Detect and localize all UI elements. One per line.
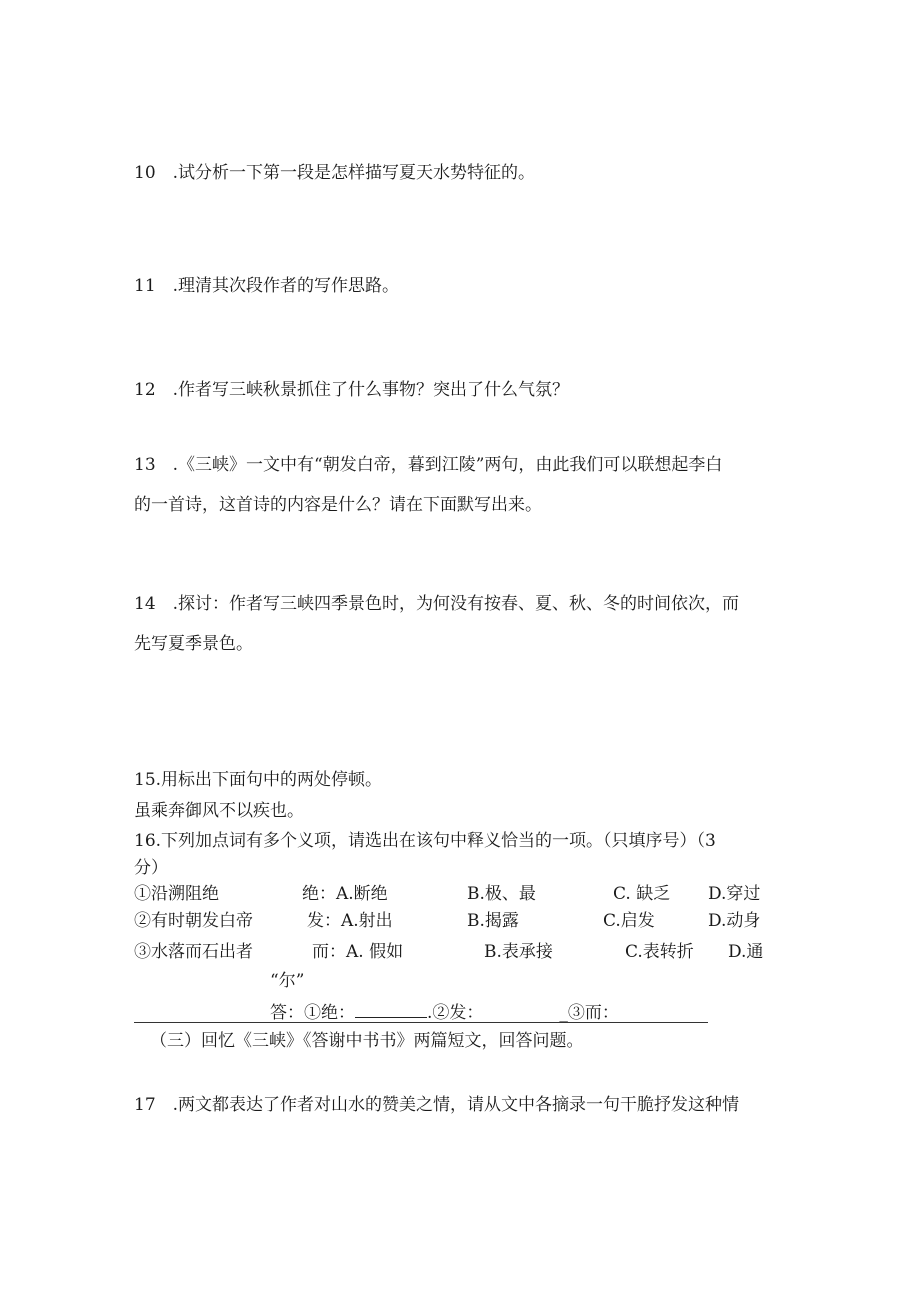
question-14-line2: 先写夏季景色。: [134, 634, 253, 654]
question-14-line1: 14 .探讨：作者写三峡四季景色时，为何没有按春、夏、秋、冬的时间依次，而: [134, 594, 740, 614]
q16-row1-item: ①沿溯阻绝: [134, 884, 219, 904]
q16-row3-option-c: C.表转折: [625, 942, 694, 962]
q16-row2-option-c: C.启发: [603, 911, 655, 931]
q16-row3-item: ③水落而石出者: [134, 942, 253, 962]
q16-row2-option-a: 发：A.射出: [307, 911, 393, 931]
q16-row3-option-a: 而：A. 假如: [312, 942, 404, 962]
answer-underline-rule: [134, 1022, 708, 1023]
q16-row1-option-c: C. 缺乏: [613, 884, 671, 904]
q16-answer-line: [270, 998, 619, 1023]
question-15-sentence: 虽乘奔御风不以疾也。: [134, 801, 304, 821]
answer-label-er: _③而：: [559, 1003, 619, 1023]
q16-er-note: “尔”: [270, 971, 305, 991]
question-13-line2: 的一首诗，这首诗的内容是什么？请在下面默写出来。: [134, 495, 542, 515]
section-3-heading: （三）回忆《三峡》《答谢中书书》两篇短文，回答问题。: [150, 1031, 584, 1051]
question-16-line1: 16.下列加点词有多个义项，请选出在该句中释义恰当的一项。（只填序号）（3: [134, 831, 716, 851]
q16-row1-option-d: D.穿过: [708, 884, 761, 904]
question-17: 17 .两文都表达了作者对山水的赞美之情，请从文中各摘录一句干脆抒发这种情: [134, 1095, 740, 1115]
q16-row1-option-a: 绝：A.断绝: [302, 884, 388, 904]
answer-blank-1[interactable]: [355, 1001, 427, 1018]
q16-row1-option-b: B.极、最: [467, 884, 536, 904]
answer-blank-2[interactable]: [483, 1002, 559, 1018]
question-11: 11 .理清其次段作者的写作思路。: [134, 276, 400, 296]
question-16-line2: 分）: [134, 858, 168, 878]
answer-label-fa: .②发：: [427, 1003, 484, 1023]
q16-row3-option-b: B.表承接: [484, 942, 553, 962]
q16-row3-option-d: D.通: [728, 942, 764, 962]
question-10: 10 .试分析一下第一段是怎样描写夏天水势特征的。: [134, 163, 536, 183]
answer-label-jue: 答：①绝：: [270, 1003, 355, 1023]
question-15: 15.用标出下面句中的两处停顿。: [134, 770, 383, 790]
q16-row2-option-b: B.揭露: [467, 911, 519, 931]
q16-row2-item: ②有时朝发白帝: [134, 911, 253, 931]
question-12: 12 .作者写三峡秋景抓住了什么事物？突出了什么气氛？: [134, 380, 570, 400]
q16-row2-option-d: D.动身: [708, 911, 761, 931]
question-13-line1: 13 .《三峡》一文中有“朝发白帝，暮到江陵”两句，由此我们可以联想起李白: [134, 455, 723, 475]
